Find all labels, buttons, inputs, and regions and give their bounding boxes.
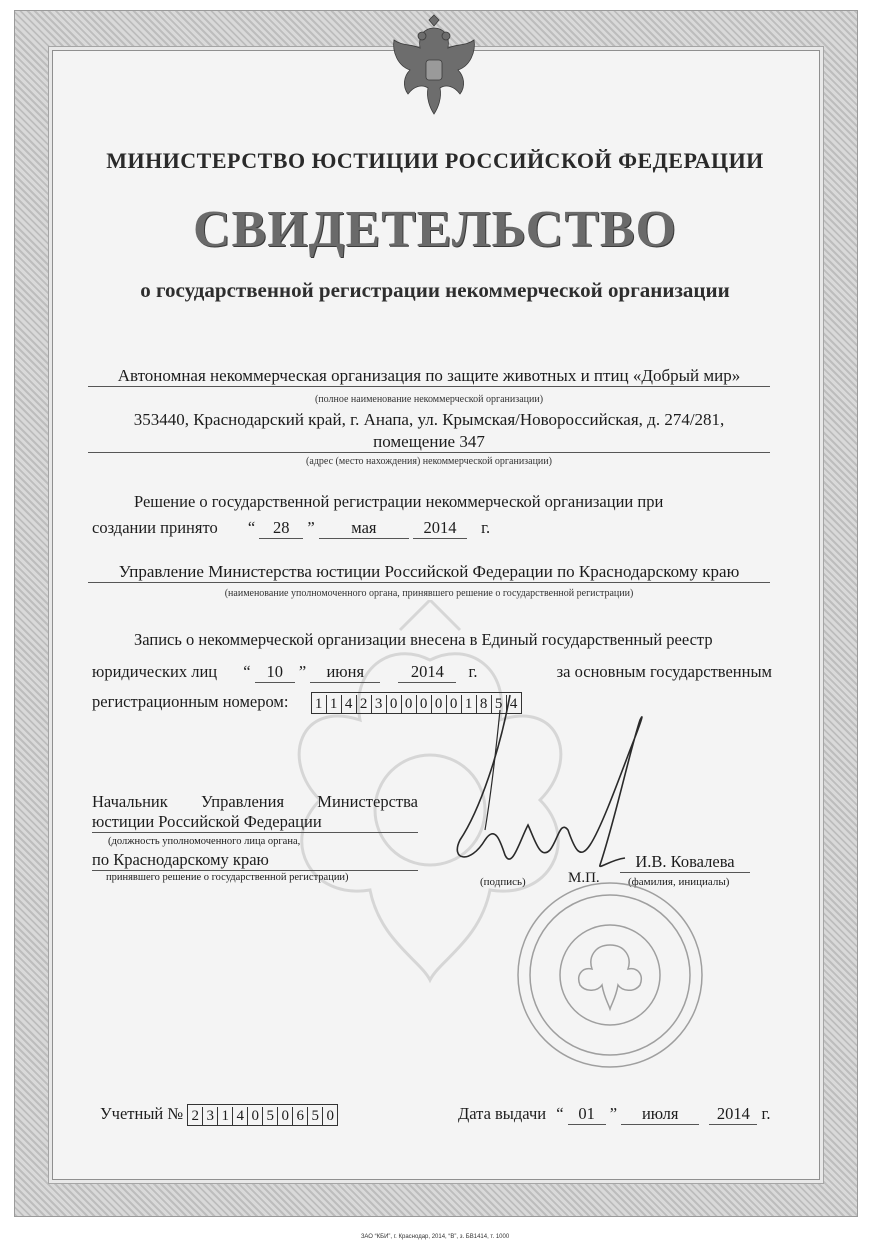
account-number-digit: 6 — [293, 1107, 308, 1125]
account-number-digit: 5 — [263, 1107, 278, 1125]
registry-number-digit: 4 — [509, 696, 518, 713]
registry-quote-close: ” — [298, 662, 307, 681]
registry-day: 10 — [255, 662, 295, 683]
decision-quote-close: ” — [307, 518, 315, 537]
account-number-digit: 2 — [188, 1107, 203, 1125]
registry-number-digit: 1 — [312, 695, 327, 713]
registry-prefix: юридических лиц — [92, 662, 218, 681]
official-name-caption: (фамилия, инициалы) — [628, 876, 730, 888]
registry-number-digit: 0 — [432, 695, 447, 713]
official-position-line2: юстиции Российской Федерации — [92, 812, 418, 833]
printer-imprint: ЗАО “КБИ”, г. Краснодар, 2014, “В”, з. БВ1414, т. 1000 — [360, 1234, 510, 1240]
decision-year: 2014 — [413, 518, 467, 539]
registry-date-row — [92, 662, 772, 683]
organization-address-line1: 353440, Краснодарский край, г. Анапа, ул. Крымская/Новороссийская, д. 274/281, — [133, 410, 725, 429]
account-label: Учетный № — [100, 1104, 184, 1123]
account-number-digit: 4 — [233, 1107, 248, 1125]
coat-of-arms-icon — [384, 14, 484, 122]
issue-quote-close: ” — [609, 1104, 618, 1123]
issue-month: июля — [621, 1104, 699, 1125]
registry-number-digit: 5 — [492, 695, 507, 713]
account-number-digit: 1 — [218, 1107, 233, 1125]
registry-number-digit: 0 — [387, 695, 402, 713]
certificate-title: СВИДЕТЕЛЬСТВО — [192, 201, 678, 258]
official-position-word: Управления — [201, 792, 285, 811]
issue-label: Дата выдачи — [458, 1104, 547, 1123]
decision-line1: Решение о государственной регистрации некоммерческой организации при — [134, 492, 664, 511]
registry-quote-open: “ — [243, 662, 251, 681]
issue-day: 01 — [568, 1104, 606, 1125]
issue-quote-open: “ — [556, 1104, 564, 1123]
registry-number-digit: 0 — [402, 695, 417, 713]
registry-tail: за основным государственным — [556, 662, 772, 681]
decision-day: 28 — [259, 518, 303, 539]
account-row — [100, 1104, 338, 1126]
issue-year: 2014 — [709, 1104, 757, 1125]
registry-number-label: регистрационным номером: — [92, 692, 289, 711]
registry-number-digit: 1 — [462, 695, 477, 713]
issue-year-suffix: г. — [761, 1104, 771, 1123]
registry-number-digit: 0 — [447, 695, 462, 713]
account-number-digit: 3 — [203, 1107, 218, 1125]
official-position-word: Начальник — [92, 792, 168, 811]
registry-number-digit: 0 — [417, 695, 432, 713]
registry-year: 2014 — [398, 662, 456, 683]
registry-month: июня — [310, 662, 380, 683]
registry-line1: Запись о некоммерческой организации внесена в Единый государственный реестр — [134, 630, 713, 649]
official-name: И.В. Ковалева — [620, 852, 750, 873]
decision-month: мая — [319, 518, 409, 539]
account-number-digit: 0 — [248, 1107, 263, 1125]
organization-name: Автономная некоммерческая организация по защите животных и птиц «Добрый мир» — [88, 366, 770, 387]
organization-address-caption: (адрес (место нахождения) некоммерческой организации) — [306, 456, 552, 467]
registry-number-digit: 1 — [327, 695, 342, 713]
account-number-digit: 5 — [308, 1107, 323, 1125]
decision-year-suffix: г. — [481, 518, 491, 537]
account-number-digit: 0 — [326, 1108, 335, 1125]
organization-name-caption: (полное наименование некоммерческой организации) — [314, 394, 544, 405]
stamp-mark-label: М.П. — [568, 870, 600, 886]
decision-quote-open: “ — [247, 518, 256, 537]
registry-year-suffix: г. — [468, 662, 478, 681]
ministry-title: МИНИСТЕРСТВО ЮСТИЦИИ РОССИЙСКОЙ ФЕДЕРАЦИИ — [106, 148, 764, 173]
registry-number-digit: 2 — [357, 695, 372, 713]
certificate-subtitle: о государственной регистрации некоммерческой организации — [140, 278, 730, 302]
account-number-digit: 0 — [278, 1107, 293, 1125]
account-number-cells — [187, 1104, 338, 1126]
registry-number-digit: 3 — [372, 695, 387, 713]
official-position-caption: (должность уполномоченного лица органа, — [108, 836, 301, 847]
registry-number-digit: 4 — [342, 695, 357, 713]
decision-prefix: создании принято — [92, 518, 218, 537]
official-position-line1 — [92, 792, 418, 812]
registry-number-digit: 8 — [477, 695, 492, 713]
decision-date-row — [92, 518, 490, 539]
issue-date-row — [458, 1104, 771, 1125]
official-seal-icon — [510, 875, 710, 1075]
official-position-caption2: принявшего решение о государственной регистрации) — [106, 872, 349, 883]
signature-caption: (подпись) — [480, 876, 526, 888]
authority-name: Управление Министерства юстиции Российской Федерации по Краснодарскому краю — [88, 562, 770, 583]
authority-caption: (наименование уполномоченного органа, принявшего решение о государственной регистрации) — [224, 588, 634, 599]
official-position-word: Министерства — [317, 792, 418, 811]
organization-address-line2: помещение 347 — [88, 432, 770, 453]
official-position-line3: по Краснодарскому краю — [92, 850, 418, 871]
